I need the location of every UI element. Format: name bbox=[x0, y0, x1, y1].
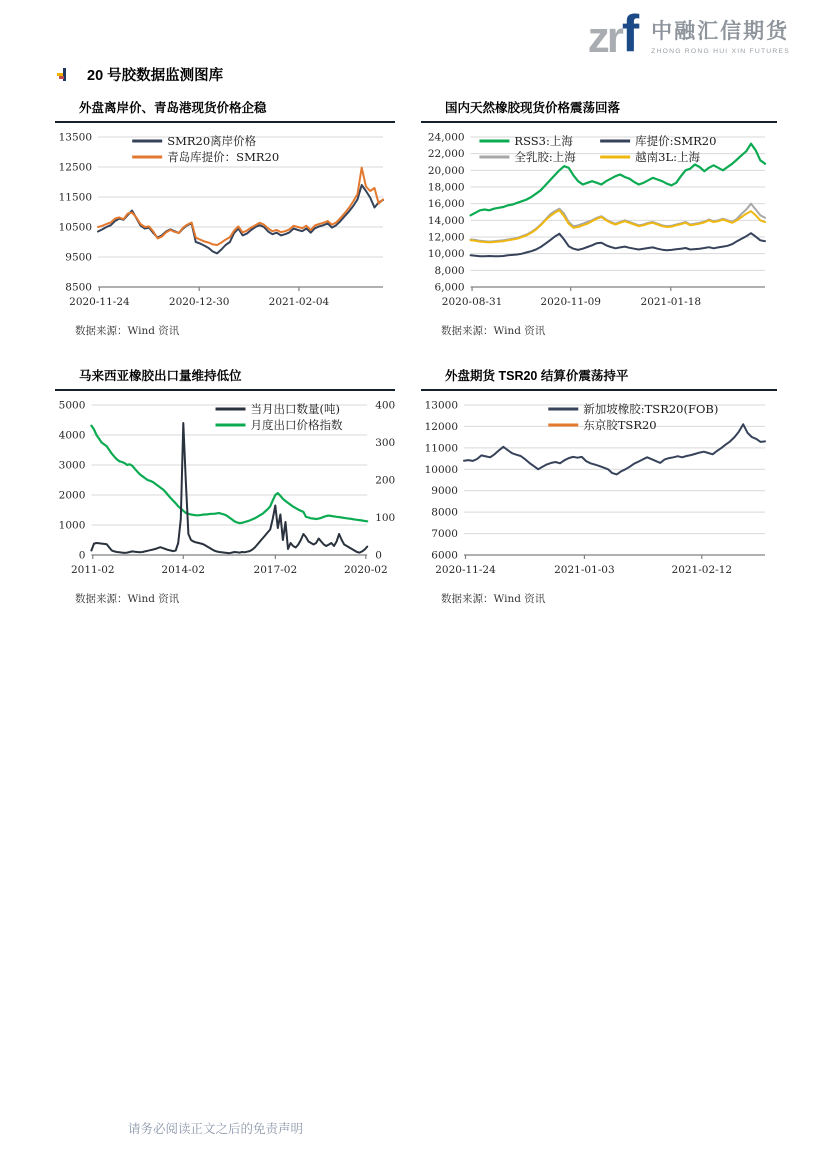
svg-text:1000: 1000 bbox=[58, 519, 86, 532]
svg-text:13500: 13500 bbox=[58, 131, 92, 144]
chart-source-note: 数据来源：Wind 资讯 bbox=[75, 325, 180, 337]
svg-text:300: 300 bbox=[375, 437, 395, 449]
svg-text:当月出口数量(吨): 当月出口数量(吨) bbox=[250, 402, 340, 416]
brand-block bbox=[651, 15, 790, 55]
logo-zr-text: zr bbox=[587, 13, 621, 63]
section-bullet-icon bbox=[57, 68, 71, 82]
svg-text:越南3L:上海: 越南3L:上海 bbox=[635, 150, 700, 164]
svg-text:10000: 10000 bbox=[424, 463, 458, 476]
svg-text:10,000: 10,000 bbox=[427, 248, 465, 261]
line-chart-malaysia-export bbox=[55, 397, 395, 579]
svg-text:2000: 2000 bbox=[58, 489, 86, 502]
svg-text:4000: 4000 bbox=[58, 429, 86, 442]
svg-text:200: 200 bbox=[375, 474, 395, 487]
svg-text:22,000: 22,000 bbox=[427, 148, 465, 161]
line-chart-offshore-price bbox=[55, 129, 395, 311]
svg-text:14,000: 14,000 bbox=[427, 214, 465, 227]
svg-text:12500: 12500 bbox=[58, 161, 92, 174]
svg-text:8,000: 8,000 bbox=[434, 264, 465, 277]
svg-text:2011-02: 2011-02 bbox=[70, 564, 115, 576]
svg-text:2020-11-09: 2020-11-09 bbox=[540, 296, 601, 308]
svg-text:0: 0 bbox=[78, 549, 86, 562]
svg-text:2021-02-12: 2021-02-12 bbox=[671, 564, 733, 576]
svg-text:24,000: 24,000 bbox=[427, 131, 465, 144]
disclaimer-text: 请务必阅读正文之后的免责声明 bbox=[128, 1121, 304, 1136]
svg-text:新加坡橡胶:TSR20(FOB): 新加坡橡胶:TSR20(FOB) bbox=[583, 402, 719, 416]
logo-f-text: f bbox=[621, 5, 640, 63]
section-title: 20 号胶数据监测图库 bbox=[87, 68, 224, 84]
page-footer bbox=[128, 1119, 303, 1137]
svg-text:RSS3:上海: RSS3:上海 bbox=[514, 134, 573, 148]
svg-text:9000: 9000 bbox=[431, 485, 458, 498]
svg-text:400: 400 bbox=[375, 399, 395, 412]
brand-name-en: ZHONG RONG HUI XIN FUTURES bbox=[651, 47, 790, 55]
svg-text:11000: 11000 bbox=[424, 442, 458, 455]
svg-text:2021-02-04: 2021-02-04 bbox=[268, 296, 330, 308]
chart-block-malaysia-export bbox=[55, 366, 395, 606]
svg-text:100: 100 bbox=[375, 512, 395, 524]
svg-text:6000: 6000 bbox=[431, 549, 458, 562]
svg-text:20,000: 20,000 bbox=[427, 164, 465, 177]
svg-text:2021-01-03: 2021-01-03 bbox=[554, 564, 615, 576]
svg-text:月度出口价格指数: 月度出口价格指数 bbox=[250, 418, 343, 432]
svg-text:全乳胶:上海: 全乳胶:上海 bbox=[514, 150, 576, 164]
svg-text:青岛库提价：SMR20: 青岛库提价：SMR20 bbox=[167, 150, 280, 164]
logo-mark bbox=[587, 5, 640, 63]
svg-text:13000: 13000 bbox=[424, 399, 458, 412]
svg-text:6,000: 6,000 bbox=[434, 281, 465, 294]
svg-text:12,000: 12,000 bbox=[427, 231, 465, 244]
charts-grid bbox=[55, 98, 777, 606]
chart-title: 外盘期货 TSR20 结算价震荡持平 bbox=[421, 366, 777, 391]
chart-source-note: 数据来源：Wind 资讯 bbox=[75, 593, 180, 605]
svg-text:7000: 7000 bbox=[431, 528, 458, 541]
svg-text:2014-02: 2014-02 bbox=[161, 564, 206, 576]
chart-block-offshore-price bbox=[55, 98, 395, 338]
svg-text:SMR20离岸价格: SMR20离岸价格 bbox=[167, 134, 257, 148]
svg-text:5000: 5000 bbox=[58, 399, 86, 412]
svg-text:11500: 11500 bbox=[58, 191, 92, 204]
svg-text:3000: 3000 bbox=[58, 459, 86, 472]
svg-text:2017-02: 2017-02 bbox=[253, 564, 298, 576]
chart-title: 外盘离岸价、青岛港现货价格企稳 bbox=[55, 98, 395, 123]
section-heading bbox=[57, 64, 223, 85]
svg-text:2020-02: 2020-02 bbox=[344, 564, 388, 576]
svg-text:16,000: 16,000 bbox=[427, 198, 465, 211]
line-chart-tsr20-settlement bbox=[421, 397, 777, 579]
svg-text:8500: 8500 bbox=[65, 281, 92, 294]
svg-text:12000: 12000 bbox=[424, 420, 458, 433]
svg-text:10500: 10500 bbox=[58, 221, 92, 234]
svg-text:18,000: 18,000 bbox=[427, 181, 465, 194]
chart-source-note: 数据来源：Wind 资讯 bbox=[441, 325, 546, 337]
svg-text:东京胶TSR20: 东京胶TSR20 bbox=[583, 418, 657, 432]
brand-name-cn: 中融汇信期货 bbox=[651, 19, 790, 43]
svg-text:2020-08-31: 2020-08-31 bbox=[441, 296, 503, 308]
chart-block-domestic-spot bbox=[421, 98, 777, 338]
line-chart-domestic-spot bbox=[421, 129, 777, 311]
svg-text:8000: 8000 bbox=[431, 506, 458, 519]
svg-text:9500: 9500 bbox=[65, 251, 92, 264]
chart-title: 马来西亚橡胶出口量维持低位 bbox=[55, 366, 395, 391]
chart-title: 国内天然橡胶现货价格震荡回落 bbox=[421, 98, 777, 123]
svg-text:库提价:SMR20: 库提价:SMR20 bbox=[635, 134, 717, 148]
chart-source-note: 数据来源：Wind 资讯 bbox=[441, 593, 546, 605]
svg-text:2020-11-24: 2020-11-24 bbox=[435, 564, 496, 576]
chart-block-tsr20-settlement bbox=[421, 366, 777, 606]
svg-text:0: 0 bbox=[375, 549, 382, 562]
svg-text:2021-01-18: 2021-01-18 bbox=[640, 296, 702, 308]
svg-text:2020-12-30: 2020-12-30 bbox=[168, 296, 230, 308]
company-logo bbox=[587, 5, 790, 63]
svg-text:2020-11-24: 2020-11-24 bbox=[69, 296, 130, 308]
